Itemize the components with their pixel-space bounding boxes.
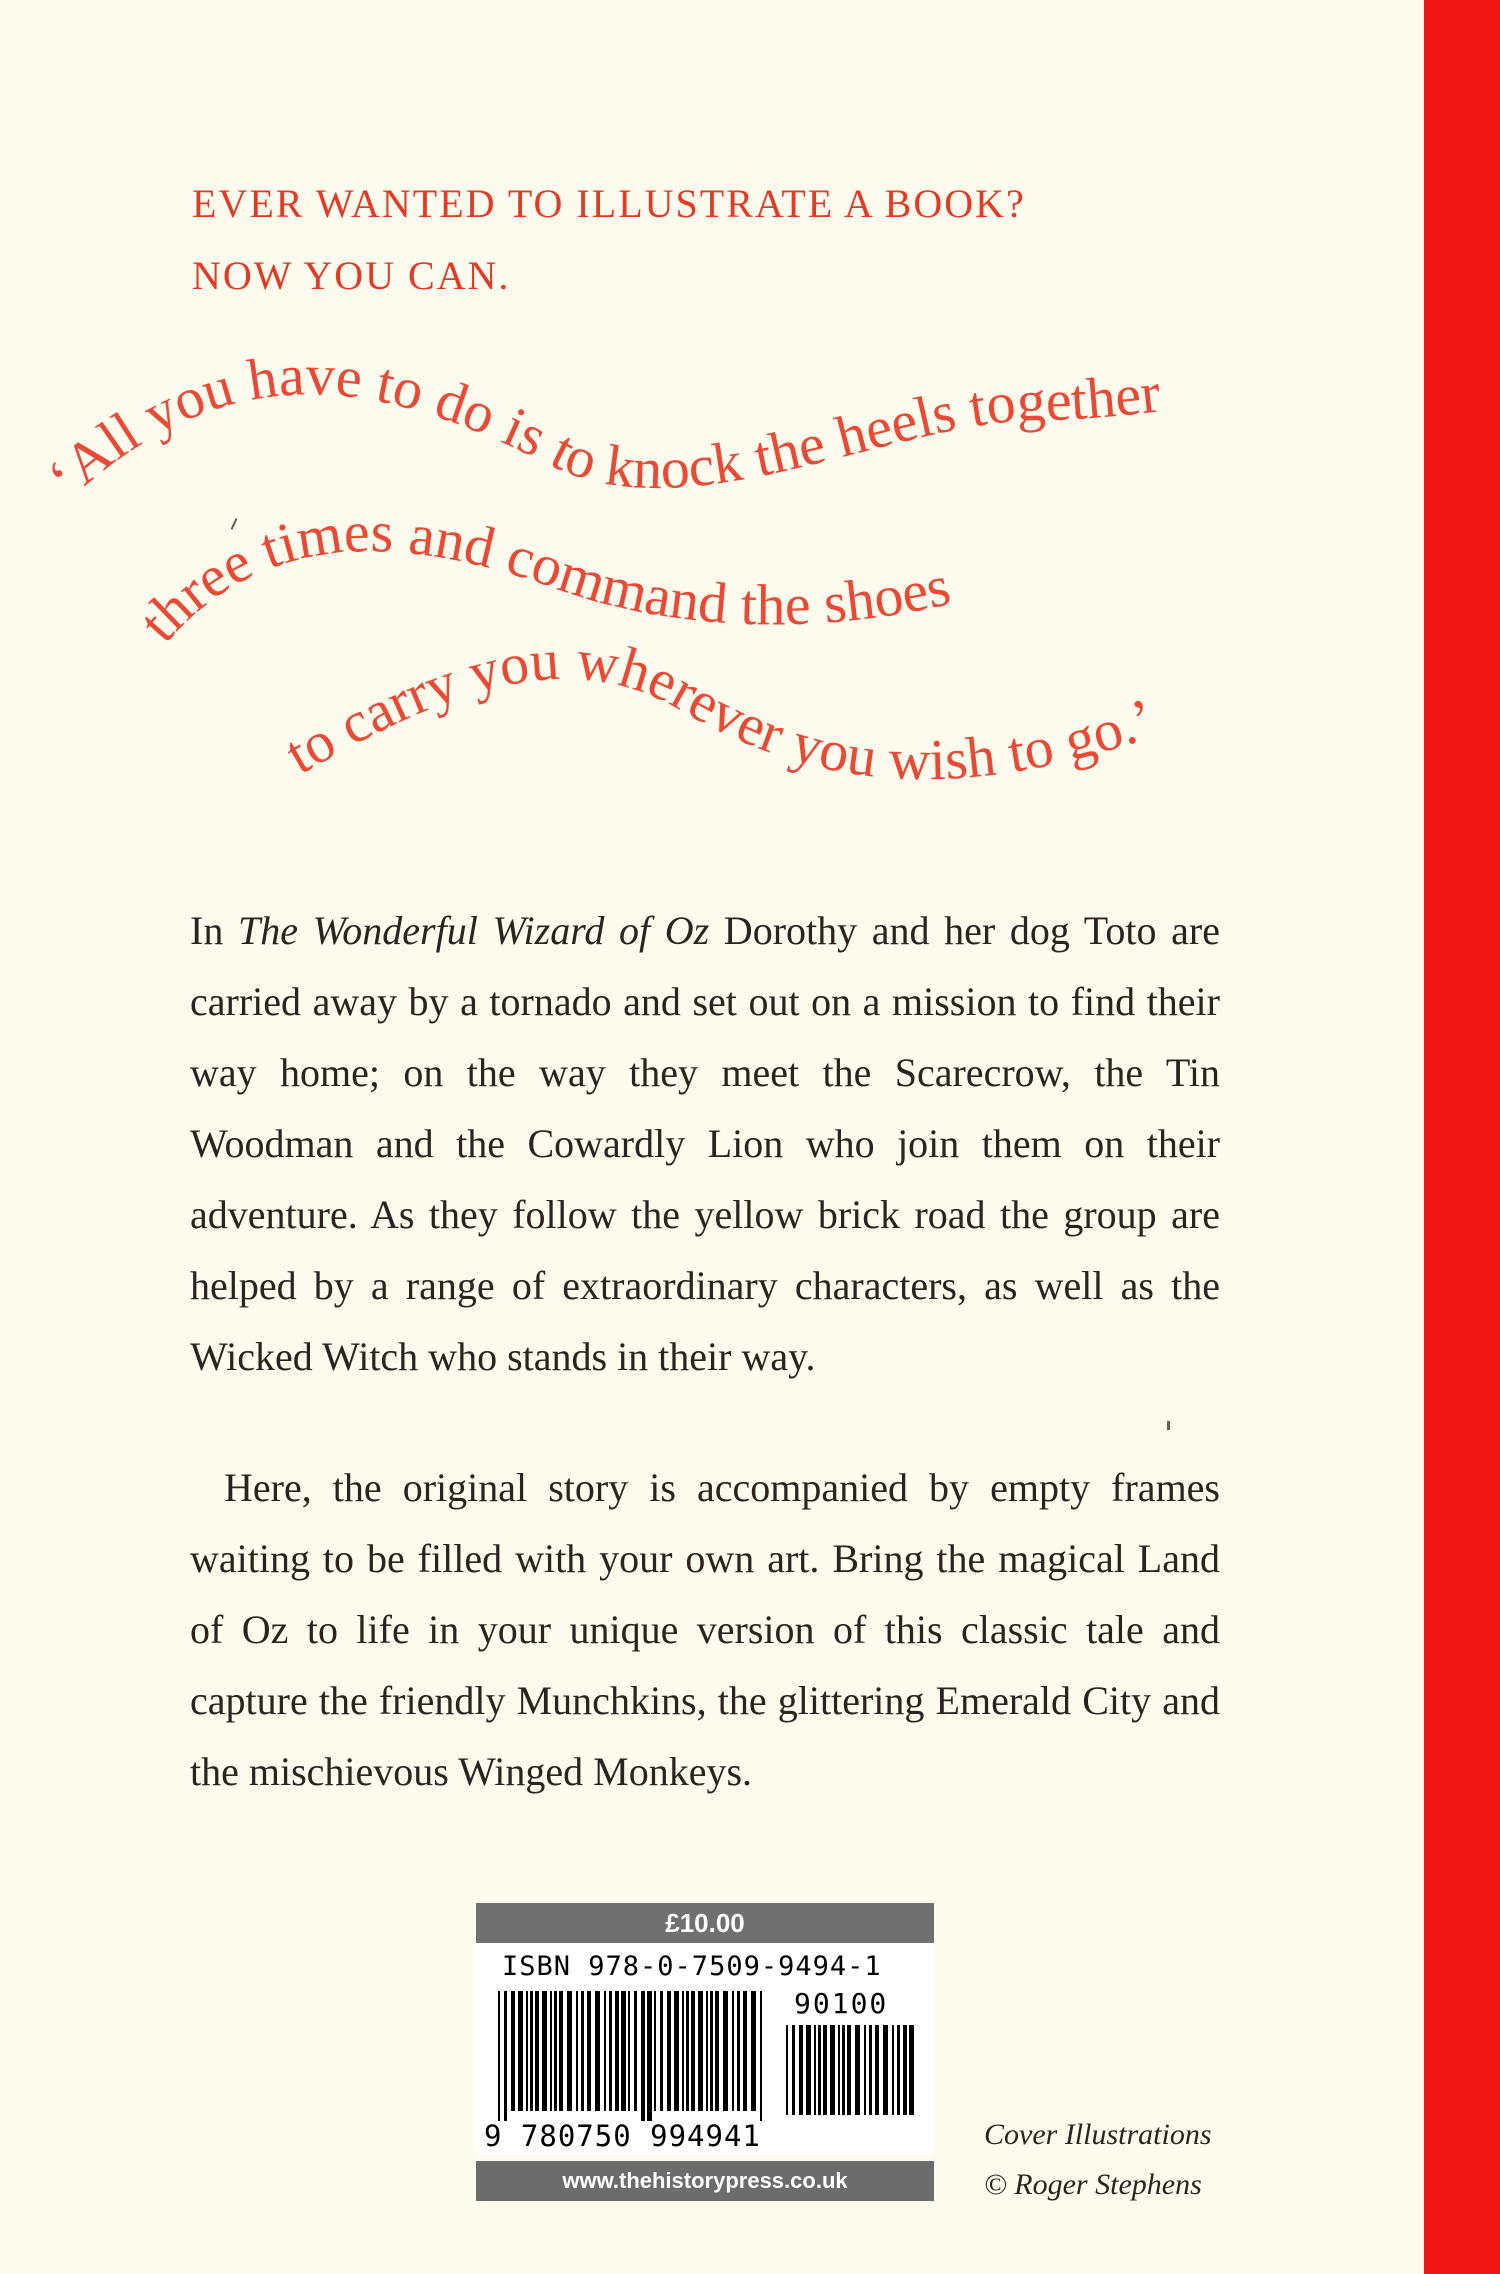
barcode-bar <box>581 1991 584 2111</box>
barcode-bar <box>518 1991 523 2111</box>
barcode-bar <box>587 1991 591 2111</box>
blurb-body: Dorothy and her dog Toto are carried away by a tornado and set out on a mission to find their way home; on the way they meet the Scarecrow, the Tin Woodman and the Cowardly Lion who join them on their adventure. As they follow the yellow brick road the group are helped by a range of extraordinary characters, as well as the Wicked Witch who stands in their way. <box>190 908 1221 1379</box>
barcode-bar <box>554 1991 557 2111</box>
barcode-bar <box>691 1991 695 2111</box>
barcode-bar <box>674 1991 679 2111</box>
quote-line-1: ‘All you have to do is to knock the heels together <box>35 342 1164 510</box>
cover-illustrations-credit: Cover Illustrations <box>984 2118 1212 2151</box>
barcode-bar <box>903 2025 907 2115</box>
barcode-bar <box>595 1991 600 2111</box>
barcode-bar <box>838 2025 840 2115</box>
barcode-bar <box>530 1991 533 2111</box>
ean-barcode <box>498 1991 768 2121</box>
addon-digits: 90100 <box>794 1987 889 2020</box>
barcode-panel <box>476 1943 934 2155</box>
barcode-bar <box>732 1991 734 2111</box>
barcode-bar <box>511 1991 515 2111</box>
barcode-bar <box>760 1991 762 2121</box>
barcode-bar <box>576 1991 578 2111</box>
isbn-label: ISBN 978-0-7509-9494-1 <box>502 1951 882 1982</box>
price-label: £10.00 <box>476 1903 934 1943</box>
barcode-bar <box>615 1991 619 2111</box>
barcode-bar <box>710 1991 713 2111</box>
barcode-bar <box>855 2025 860 2115</box>
barcode-bar <box>654 1991 656 2111</box>
blurb-prefix: In <box>190 908 238 953</box>
blurb-paragraph-2-text: Here, the original story is accompanied by empty frames waiting to be filled with your own art. Bring the magical Land of Oz to life in your unique version of this classic tale and capture the friendly Munchkins, the glittering Emerald City and the mischievous Winged Monkeys. <box>190 1465 1220 1794</box>
barcode-bar <box>504 1991 507 2121</box>
barcode-bar <box>743 1991 747 2111</box>
barcode-bar <box>686 1991 689 2111</box>
barcode-bar <box>792 2025 795 2115</box>
barcode-bar <box>823 2025 827 2115</box>
barcode-bar <box>875 2025 879 2115</box>
blurb-paragraph-1 <box>190 895 1220 1392</box>
barcode-bar <box>706 1991 708 2111</box>
barcode-bar <box>660 1991 663 2111</box>
wavy-quote <box>0 330 1420 850</box>
illustrator-credit: © Roger Stephens <box>984 2168 1202 2201</box>
print-speck <box>1167 1421 1170 1430</box>
barcode-bar <box>559 1991 563 2111</box>
barcode-bar <box>647 1991 652 2121</box>
barcode-bar <box>641 1991 645 2121</box>
headline-line-1: EVER WANTED TO ILLUSTRATE A BOOK? <box>192 181 1026 226</box>
blurb-paragraph-2 <box>190 1452 1220 1807</box>
barcode-bar <box>786 2025 788 2115</box>
book-title: The Wonderful Wizard of Oz <box>237 908 710 953</box>
barcode-bar <box>869 2025 872 2115</box>
barcode-bar <box>897 2025 900 2115</box>
publisher-url: www.thehistorypress.co.uk <box>476 2161 934 2201</box>
barcode-bar <box>847 2025 851 2115</box>
quote-line-3: to carry you wherever you wish to go.’ <box>274 626 1163 793</box>
barcode-bar <box>842 2025 845 2115</box>
barcode-bar <box>567 1991 572 2111</box>
barcode-bar <box>667 1991 671 2111</box>
barcode-bar <box>682 1991 684 2111</box>
barcode-bar <box>550 1991 552 2111</box>
barcode-bar <box>830 2025 835 2115</box>
barcode-bar <box>604 1991 606 2111</box>
quote-line-2: three times and command the shoes <box>126 498 956 654</box>
addon-barcode <box>786 2025 918 2121</box>
barcode-bar <box>864 2025 866 2115</box>
barcode-bar <box>526 1991 528 2111</box>
barcode-block <box>476 1903 934 2203</box>
spine-red-stripe <box>1424 0 1500 2274</box>
barcode-bar <box>799 2025 803 2115</box>
barcode-bar <box>892 2025 894 2115</box>
barcode-bar <box>535 1991 539 2111</box>
barcode-bar <box>909 2025 914 2115</box>
barcode-bar <box>814 2025 816 2115</box>
barcode-bar <box>723 1991 728 2111</box>
barcode-bar <box>634 1991 637 2111</box>
barcode-bar <box>628 1991 630 2111</box>
barcode-bar <box>542 1991 547 2111</box>
barcode-bar <box>883 2025 888 2115</box>
ean-digits: 9 780750 994941 <box>484 2119 761 2153</box>
barcode-bar <box>806 2025 811 2115</box>
barcode-bar <box>498 1991 500 2121</box>
barcode-bar <box>609 1991 612 2111</box>
barcode-bar <box>818 2025 821 2115</box>
barcode-bar <box>621 1991 626 2111</box>
barcode-bar <box>751 1991 756 2111</box>
barcode-bar <box>715 1991 719 2111</box>
barcode-bar <box>698 1991 703 2111</box>
barcode-bar <box>737 1991 740 2111</box>
headline-line-2: NOW YOU CAN. <box>192 253 511 298</box>
